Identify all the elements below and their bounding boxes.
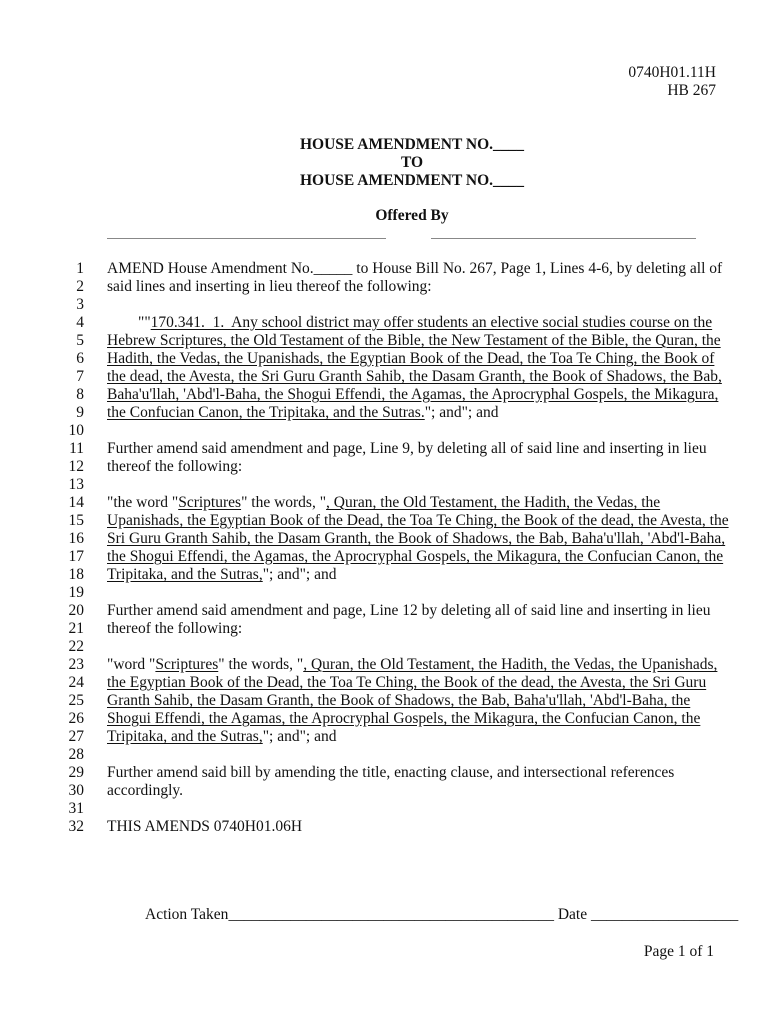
amendment-title: HOUSE AMENDMENT NO.____ xyxy=(299,136,525,153)
underlined-insertion: the Egyptian Book of the Dead, the Toa Te Ching, the Book of the dead, the Avesta, the Sri Guru xyxy=(107,674,707,691)
line-segment: Further amend said bill by amending the title, enacting clause, and intersectional references xyxy=(107,764,675,781)
line-text xyxy=(107,710,700,728)
text-line xyxy=(0,494,770,512)
sponsor-signature-line xyxy=(107,238,386,239)
date-blank: ___________________ xyxy=(590,906,739,923)
text-line xyxy=(0,764,770,782)
text-line xyxy=(0,314,770,332)
underlined-insertion: Tripitaka, and the Sutras, xyxy=(107,566,263,583)
line-number: 19 xyxy=(68,584,84,601)
line-text xyxy=(107,548,723,566)
line-number: 24 xyxy=(68,674,84,691)
line-text xyxy=(107,332,721,350)
line-text xyxy=(107,818,302,836)
line-text xyxy=(107,692,690,710)
line-number: 27 xyxy=(68,728,84,745)
underlined-insertion: Hebrew Scriptures, the Old Testament of the Bible, the New Testament of the Bible, the Quran, the xyxy=(107,332,721,349)
line-number: 18 xyxy=(68,566,84,583)
document-header xyxy=(628,64,716,100)
line-text xyxy=(107,782,183,800)
date-label: Date xyxy=(557,906,588,923)
line-segment: " the words, " xyxy=(218,656,304,673)
text-line xyxy=(0,440,770,458)
line-text xyxy=(107,566,337,584)
line-text xyxy=(107,602,710,620)
line-text xyxy=(107,512,729,530)
text-line xyxy=(0,278,770,296)
action-taken-blank: __________________________________________ xyxy=(228,906,554,923)
line-segment: Further amend said amendment and page, Line 12 by deleting all of said line and inserting in lieu xyxy=(107,602,711,619)
line-segment: "; and"; and xyxy=(424,404,499,421)
line-number: 28 xyxy=(68,746,84,763)
text-line xyxy=(0,692,770,710)
text-line xyxy=(0,368,770,386)
text-line xyxy=(0,350,770,368)
line-number: 11 xyxy=(69,440,84,457)
underlined-insertion: , Quran, the Old Testament, the Hadith, the Vedas, the xyxy=(326,494,661,511)
underlined-insertion: 170.341. 1. Any school district may offer students an elective social studies course on the xyxy=(150,314,713,331)
amendment-title-target: HOUSE AMENDMENT NO.____ xyxy=(299,172,525,189)
text-line xyxy=(0,530,770,548)
line-segment: said lines and inserting in lieu thereof the following: xyxy=(107,278,432,295)
line-segment: "; and"; and xyxy=(262,566,337,583)
line-text xyxy=(107,440,707,458)
text-line xyxy=(0,476,770,494)
line-text xyxy=(107,404,499,422)
text-line xyxy=(0,638,770,656)
line-text xyxy=(107,386,718,404)
text-line xyxy=(0,710,770,728)
text-line xyxy=(0,818,770,836)
line-number: 14 xyxy=(68,494,84,511)
text-line xyxy=(0,746,770,764)
page-number: Page 1 of 1 xyxy=(643,943,714,960)
text-line xyxy=(0,782,770,800)
text-line xyxy=(0,458,770,476)
bill-number: HB 267 xyxy=(667,82,716,99)
line-number: 25 xyxy=(68,692,84,709)
underlined-insertion: the Shogui Effendi, the Agamas, the Aprocryphal Gospels, the Mikagura, the Confucian Canon, the xyxy=(107,548,724,565)
line-number: 29 xyxy=(68,764,84,781)
line-number: 4 xyxy=(76,314,84,331)
underlined-insertion: Shogui Effendi, the Agamas, the Aprocryphal Gospels, the Mikagura, the Confucian Canon, the xyxy=(107,710,701,727)
line-number: 13 xyxy=(68,476,84,493)
line-number: 23 xyxy=(68,656,84,673)
line-number: 9 xyxy=(76,404,84,421)
line-text xyxy=(107,530,725,548)
action-taken-label: Action Taken xyxy=(145,906,229,923)
line-text xyxy=(107,656,717,674)
line-number: 30 xyxy=(68,782,84,799)
line-number: 26 xyxy=(68,710,84,727)
line-number: 2 xyxy=(76,278,84,295)
line-number: 6 xyxy=(76,350,84,367)
line-segment: accordingly. xyxy=(107,782,184,799)
underlined-insertion: Baha'u'llah, 'Abd'l-Baha, the Shogui Effendi, the Agamas, the Aprocryphal Gospels, the Mikagura, xyxy=(107,386,719,403)
underlined-insertion: Scriptures xyxy=(155,656,219,673)
line-number: 17 xyxy=(68,548,84,565)
line-text xyxy=(107,314,712,332)
line-number: 20 xyxy=(68,602,84,619)
text-line xyxy=(0,386,770,404)
underlined-insertion: Hadith, the Vedas, the Upanishads, the Egyptian Book of the Dead, the Toa Te Ching, the Book of xyxy=(107,350,715,367)
text-line xyxy=(0,800,770,818)
line-text xyxy=(107,260,722,278)
line-number: 21 xyxy=(68,620,84,637)
document-id: 0740H01.11H xyxy=(628,64,716,81)
text-line xyxy=(0,512,770,530)
line-segment: "" xyxy=(107,314,151,331)
text-line xyxy=(0,260,770,278)
underlined-insertion: , Quran, the Old Testament, the Hadith, the Vedas, the Upanishads, xyxy=(303,656,718,673)
line-segment: "the word " xyxy=(107,494,179,511)
line-text xyxy=(107,728,337,746)
line-text xyxy=(107,458,242,476)
underlined-insertion: Upanishads, the Egyptian Book of the Dead, the Toa Te Ching, the Book of the dead, the Avesta, the xyxy=(107,512,729,529)
line-number: 15 xyxy=(68,512,84,529)
underlined-insertion: the dead, the Avesta, the Sri Guru Granth Sahib, the Dasam Granth, the Book of Shadows, the Bab, xyxy=(107,368,722,385)
text-line xyxy=(0,656,770,674)
sponsor-signature-line xyxy=(431,238,696,239)
text-line xyxy=(0,674,770,692)
line-number: 12 xyxy=(68,458,84,475)
text-line xyxy=(0,584,770,602)
line-text xyxy=(107,368,722,386)
line-segment: THIS AMENDS 0740H01.06H xyxy=(107,818,303,835)
text-line xyxy=(0,728,770,746)
underlined-insertion: Scriptures xyxy=(178,494,242,511)
text-line xyxy=(0,422,770,440)
line-segment: thereof the following: xyxy=(107,620,243,637)
text-line xyxy=(0,332,770,350)
offered-by-heading: Offered By xyxy=(375,207,449,224)
underlined-insertion: Tripitaka, and the Sutras, xyxy=(107,728,263,745)
text-line xyxy=(0,548,770,566)
line-text xyxy=(107,350,714,368)
line-text xyxy=(107,278,432,296)
line-number: 5 xyxy=(76,332,84,349)
underlined-insertion: Sri Guru Granth Sahib, the Dasam Granth, the Book of Shadows, the Bab, Baha'u'llah, 'Abd'l-Baha, xyxy=(107,530,726,547)
line-segment: "word " xyxy=(107,656,156,673)
line-text xyxy=(107,494,660,512)
line-segment: AMEND House Amendment No._____ to House Bill No. 267, Page 1, Lines 4-6, by deleting all of xyxy=(107,260,723,277)
line-number: 22 xyxy=(68,638,84,655)
line-number: 31 xyxy=(68,800,84,817)
line-number: 3 xyxy=(76,296,84,313)
underlined-insertion: the Confucian Canon, the Tripitaka, and the Sutras. xyxy=(107,404,425,421)
text-line xyxy=(0,620,770,638)
text-line xyxy=(0,404,770,422)
line-number: 1 xyxy=(76,260,84,277)
line-number: 10 xyxy=(68,422,84,439)
line-number: 16 xyxy=(68,530,84,547)
action-taken-row xyxy=(145,906,738,924)
line-segment: " the words, " xyxy=(241,494,327,511)
line-text xyxy=(107,674,706,692)
line-text xyxy=(107,764,674,782)
underlined-insertion: Granth Sahib, the Dasam Granth, the Book of Shadows, the Bab, Baha'u'llah, 'Abd'l-Baha, the xyxy=(107,692,691,709)
text-line xyxy=(0,566,770,584)
line-number: 8 xyxy=(76,386,84,403)
text-line xyxy=(0,602,770,620)
line-number: 7 xyxy=(76,368,84,385)
line-segment: thereof the following: xyxy=(107,458,243,475)
amendment-title-to: TO xyxy=(400,154,424,171)
line-number: 32 xyxy=(68,818,84,835)
text-line xyxy=(0,296,770,314)
line-text xyxy=(107,620,242,638)
line-segment: "; and"; and xyxy=(262,728,337,745)
line-segment: Further amend said amendment and page, Line 9, by deleting all of said line and inserting in lieu xyxy=(107,440,707,457)
